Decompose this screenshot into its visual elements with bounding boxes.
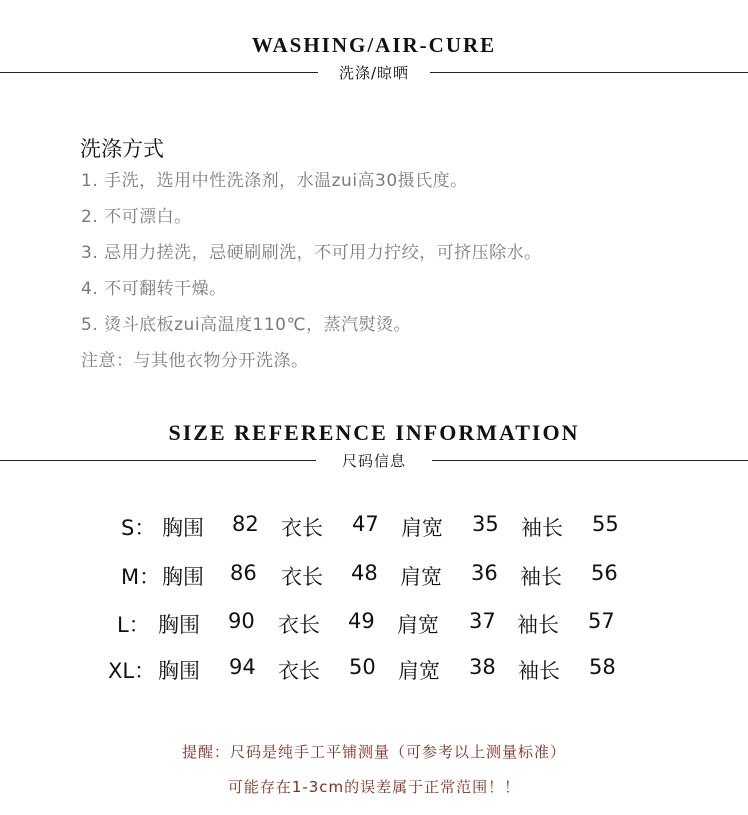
washing-item: 2. 不可漂白。 bbox=[81, 207, 192, 227]
shoulder-value: 36 bbox=[471, 561, 498, 585]
size-rule-left bbox=[0, 460, 316, 461]
size-title-cn: 尺码信息 bbox=[341, 452, 406, 470]
size-label: S： bbox=[121, 516, 156, 540]
sleeve-label: 袖长 bbox=[520, 565, 562, 589]
chest-label: 胸围 bbox=[158, 659, 200, 683]
size-label: M： bbox=[121, 565, 161, 589]
size-title-en: SIZE REFERENCE INFORMATION bbox=[168, 420, 580, 445]
sleeve-label: 袖长 bbox=[518, 659, 560, 683]
washing-item: 3. 忌用力搓洗，忌硬刷刷洗，不可用力拧绞，可挤压除水。 bbox=[81, 243, 542, 263]
washing-item: 1. 手洗，选用中性洗涤剂，水温zui高30摄氏度。 bbox=[81, 171, 468, 191]
chest-value: 90 bbox=[228, 609, 255, 633]
size-row-xl bbox=[0, 655, 748, 685]
washing-title-cn: 洗涤/晾晒 bbox=[338, 64, 410, 82]
measurement-note: 提醒：尺码是纯手工平铺测量（可参考以上测量标准） bbox=[181, 743, 566, 761]
size-row-l bbox=[0, 609, 748, 639]
length-value: 48 bbox=[351, 561, 378, 585]
sleeve-value: 57 bbox=[588, 609, 615, 633]
chest-value: 86 bbox=[230, 561, 257, 585]
size-row-s bbox=[0, 512, 748, 542]
length-label: 衣长 bbox=[278, 613, 320, 637]
washing-note: 注意：与其他衣物分开洗涤。 bbox=[81, 351, 309, 371]
size-label: L： bbox=[117, 613, 150, 637]
length-label: 衣长 bbox=[281, 516, 323, 540]
size-rule-right bbox=[432, 460, 748, 461]
shoulder-value: 38 bbox=[469, 655, 496, 679]
washing-item: 5. 烫斗底板zui高温度110℃，蒸汽熨烫。 bbox=[81, 315, 412, 335]
error-range-note: 可能存在1-3cm的误差属于正常范围！！ bbox=[227, 778, 521, 796]
sleeve-label: 袖长 bbox=[521, 516, 563, 540]
length-value: 47 bbox=[352, 512, 379, 536]
washing-rule-left bbox=[0, 72, 318, 73]
shoulder-label: 肩宽 bbox=[397, 613, 439, 637]
washing-item: 4. 不可翻转干燥。 bbox=[81, 279, 227, 299]
chest-label: 胸围 bbox=[162, 565, 204, 589]
shoulder-value: 35 bbox=[472, 512, 499, 536]
washing-title-en: WASHING/AIR-CURE bbox=[251, 33, 497, 57]
sleeve-value: 58 bbox=[589, 655, 616, 679]
length-label: 衣长 bbox=[278, 659, 320, 683]
chest-label: 胸围 bbox=[162, 516, 204, 540]
washing-rule-right bbox=[430, 72, 748, 73]
length-label: 衣长 bbox=[281, 565, 323, 589]
length-value: 50 bbox=[349, 655, 376, 679]
size-row-m bbox=[0, 561, 748, 591]
sleeve-label: 袖长 bbox=[517, 613, 559, 637]
sleeve-value: 56 bbox=[591, 561, 618, 585]
chest-value: 94 bbox=[229, 655, 256, 679]
chest-label: 胸围 bbox=[158, 613, 200, 637]
washing-instructions-list bbox=[81, 168, 542, 384]
shoulder-label: 肩宽 bbox=[398, 659, 440, 683]
shoulder-value: 37 bbox=[469, 609, 496, 633]
length-value: 49 bbox=[348, 609, 375, 633]
shoulder-label: 肩宽 bbox=[400, 565, 442, 589]
chest-value: 82 bbox=[232, 512, 259, 536]
sleeve-value: 55 bbox=[592, 512, 619, 536]
size-label: XL： bbox=[108, 659, 156, 683]
shoulder-label: 肩宽 bbox=[401, 516, 443, 540]
washing-heading: 洗涤方式 bbox=[80, 137, 164, 161]
